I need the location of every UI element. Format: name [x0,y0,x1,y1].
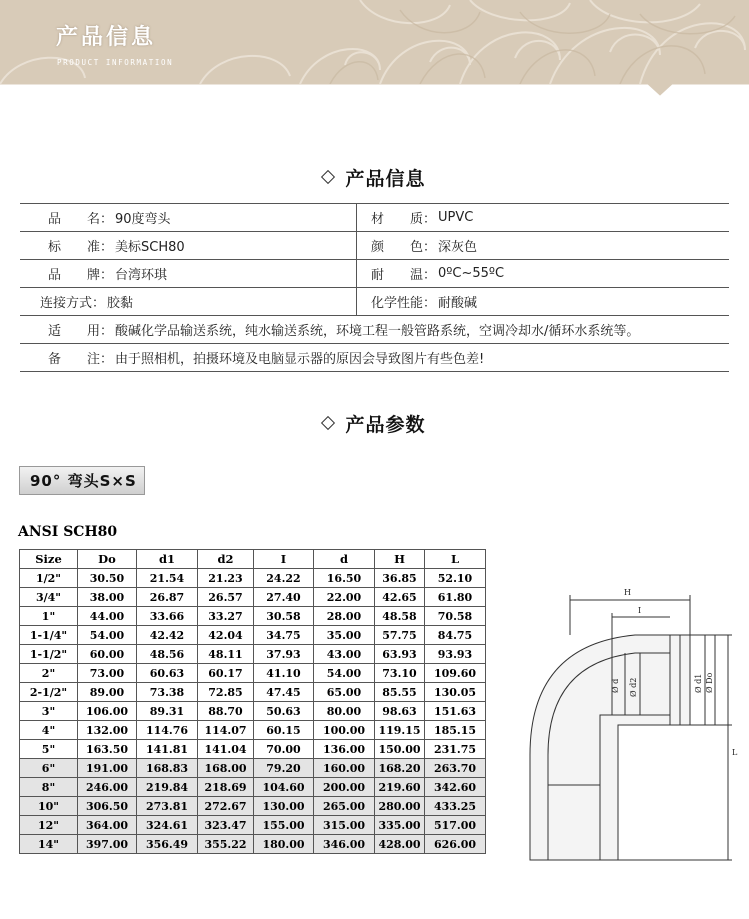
spec-value-cell: 265.00 [314,797,375,816]
spec-value-cell: 26.57 [198,588,254,607]
spec-value-cell: 27.40 [254,588,314,607]
spec-header-l: L [425,550,486,569]
spec-header-i: I [254,550,314,569]
spec-value-cell: 43.00 [314,645,375,664]
spec-row [20,759,486,778]
spec-value-cell: 60.17 [198,664,254,683]
connection-value: 胶黏 [107,296,134,311]
brand-label: 品 牌： [48,268,114,283]
spec-header-d1: d1 [137,550,198,569]
spec-value-cell: 93.93 [425,645,486,664]
product-type-tag: 90° 弯头S×S [19,466,145,495]
spec-value-cell: 160.00 [314,759,375,778]
spec-row [20,664,486,683]
spec-value-cell: 114.07 [198,721,254,740]
name-value: 90度弯头 [115,212,171,227]
spec-value-cell: 100.00 [314,721,375,740]
spec-header-d: d [314,550,375,569]
spec-value-cell: 33.27 [198,607,254,626]
spec-size-cell: 10" [20,797,78,816]
chemical-value: 耐酸碱 [438,296,478,311]
spec-value-cell: 141.04 [198,740,254,759]
chemical-label: 化学性能： [371,296,437,311]
spec-value-cell: 28.00 [314,607,375,626]
spec-row [20,626,486,645]
spec-value-cell: 22.00 [314,588,375,607]
temperature-value: 0ºC~55ºC [438,266,505,281]
spec-value-cell: 70.00 [254,740,314,759]
info-row [20,288,729,316]
spec-value-cell: 191.00 [78,759,137,778]
spec-value-cell: 114.76 [137,721,198,740]
spec-size-cell: 6" [20,759,78,778]
connection-label: 连接方式： [40,296,106,311]
spec-header-do: Do [78,550,137,569]
banner-title: 产品信息 [56,25,157,50]
spec-value-cell: 35.00 [314,626,375,645]
spec-value-cell: 65.00 [314,683,375,702]
spec-value-cell: 106.00 [78,702,137,721]
spec-value-cell: 60.15 [254,721,314,740]
spec-size-cell: 2" [20,664,78,683]
spec-value-cell: 33.66 [137,607,198,626]
spec-value-cell: 355.22 [198,835,254,854]
spec-row [20,778,486,797]
spec-value-cell: 626.00 [425,835,486,854]
spec-size-cell: 1" [20,607,78,626]
spec-value-cell: 72.85 [198,683,254,702]
spec-table [19,549,486,854]
spec-value-cell: 280.00 [375,797,425,816]
spec-value-cell: 73.10 [375,664,425,683]
brand-value: 台湾环琪 [115,268,168,283]
spec-value-cell: 219.84 [137,778,198,797]
spec-row [20,797,486,816]
spec-value-cell: 34.75 [254,626,314,645]
spec-value-cell: 104.60 [254,778,314,797]
spec-value-cell: 356.49 [137,835,198,854]
spec-value-cell: 61.80 [425,588,486,607]
spec-value-cell: 219.60 [375,778,425,797]
spec-value-cell: 428.00 [375,835,425,854]
dim-label-h: H [624,588,631,597]
spec-value-cell: 30.58 [254,607,314,626]
section-params-heading [0,409,749,437]
spec-value-cell: 70.58 [425,607,486,626]
spec-value-cell: 84.75 [425,626,486,645]
spec-size-cell: 8" [20,778,78,797]
dim-label-l: L [732,748,738,757]
spec-value-cell: 163.50 [78,740,137,759]
spec-value-cell: 231.75 [425,740,486,759]
spec-size-cell: 5" [20,740,78,759]
spec-value-cell: 335.00 [375,816,425,835]
spec-value-cell: 73.00 [78,664,137,683]
spec-value-cell: 315.00 [314,816,375,835]
spec-header-size: Size [20,550,78,569]
spec-value-cell: 88.70 [198,702,254,721]
spec-row [20,721,486,740]
spec-header-row [20,550,486,569]
note-label: 备 注： [48,352,114,367]
spec-value-cell: 16.50 [314,569,375,588]
dim-label-do: Ø Do [705,672,714,693]
spec-row [20,816,486,835]
spec-value-cell: 54.00 [314,664,375,683]
spec-header-d2: d2 [198,550,254,569]
spec-size-cell: 1/2" [20,569,78,588]
spec-value-cell: 151.63 [425,702,486,721]
spec-size-cell: 2-1/2" [20,683,78,702]
spec-value-cell: 50.63 [254,702,314,721]
spec-value-cell: 130.00 [254,797,314,816]
diamond-icon [321,170,335,184]
spec-value-cell: 185.15 [425,721,486,740]
spec-value-cell: 98.63 [375,702,425,721]
spec-row [20,740,486,759]
spec-value-cell: 21.54 [137,569,198,588]
spec-value-cell: 517.00 [425,816,486,835]
spec-value-cell: 80.00 [314,702,375,721]
standard-label: 标 准： [48,240,114,255]
spec-value-cell: 200.00 [314,778,375,797]
spec-value-cell: 89.31 [137,702,198,721]
spec-value-cell: 85.55 [375,683,425,702]
spec-row [20,588,486,607]
banner-subtitle: PRODUCT INFORMATION [57,58,174,67]
spec-value-cell: 323.47 [198,816,254,835]
spec-value-cell: 48.11 [198,645,254,664]
spec-value-cell: 52.10 [425,569,486,588]
spec-value-cell: 272.67 [198,797,254,816]
spec-size-cell: 1-1/4" [20,626,78,645]
spec-value-cell: 150.00 [375,740,425,759]
spec-row [20,645,486,664]
spec-row [20,702,486,721]
spec-row [20,607,486,626]
spec-value-cell: 342.60 [425,778,486,797]
dim-label-i: I [638,606,642,615]
temperature-label: 耐 温： [371,268,437,283]
spec-value-cell: 48.58 [375,607,425,626]
dim-label-d2: Ø d2 [629,677,638,697]
spec-body [20,569,486,854]
spec-value-cell: 168.20 [375,759,425,778]
dim-label-d1: Ø d1 [694,673,703,693]
info-row [20,316,729,344]
spec-value-cell: 42.04 [198,626,254,645]
spec-value-cell: 37.93 [254,645,314,664]
spec-value-cell: 79.20 [254,759,314,778]
spec-value-cell: 130.05 [425,683,486,702]
color-label: 颜 色： [371,240,437,255]
info-row [20,344,729,372]
spec-value-cell: 41.10 [254,664,314,683]
spec-value-cell: 109.60 [425,664,486,683]
spec-value-cell: 141.81 [137,740,198,759]
section-info-title: 产品信息 [345,167,426,190]
spec-value-cell: 26.87 [137,588,198,607]
spec-value-cell: 168.00 [198,759,254,778]
spec-value-cell: 38.00 [78,588,137,607]
spec-value-cell: 47.45 [254,683,314,702]
usage-label: 适 用： [48,324,114,339]
name-label: 品 名： [48,212,114,227]
header-banner [0,0,749,84]
banner-divider [0,84,749,98]
section-info-heading [0,163,749,191]
spec-value-cell: 155.00 [254,816,314,835]
spec-value-cell: 246.00 [78,778,137,797]
spec-value-cell: 263.70 [425,759,486,778]
spec-row [20,569,486,588]
product-info-table [20,203,729,372]
spec-value-cell: 42.65 [375,588,425,607]
spec-value-cell: 119.15 [375,721,425,740]
spec-value-cell: 346.00 [314,835,375,854]
diamond-icon [321,416,335,430]
spec-value-cell: 24.22 [254,569,314,588]
info-row [20,204,729,232]
spec-value-cell: 60.63 [137,664,198,683]
spec-value-cell: 397.00 [78,835,137,854]
spec-size-cell: 3/4" [20,588,78,607]
standard-value: 美标SCH80 [115,240,185,255]
info-row [20,232,729,260]
spec-value-cell: 273.81 [137,797,198,816]
spec-value-cell: 73.38 [137,683,198,702]
spec-size-cell: 4" [20,721,78,740]
material-label: 材 质： [371,212,437,227]
spec-value-cell: 42.42 [137,626,198,645]
spec-value-cell: 36.85 [375,569,425,588]
spec-value-cell: 132.00 [78,721,137,740]
spec-value-cell: 89.00 [78,683,137,702]
spec-row [20,835,486,854]
spec-value-cell: 44.00 [78,607,137,626]
spec-value-cell: 364.00 [78,816,137,835]
spec-value-cell: 136.00 [314,740,375,759]
info-row [20,260,729,288]
spec-value-cell: 57.75 [375,626,425,645]
spec-size-cell: 14" [20,835,78,854]
spec-value-cell: 306.50 [78,797,137,816]
dim-label-d: Ø d [611,678,620,693]
color-value: 深灰色 [438,240,478,255]
spec-value-cell: 60.00 [78,645,137,664]
spec-value-cell: 324.61 [137,816,198,835]
usage-value: 酸碱化学品输送系统，纯水输送系统，环境工程一般管路系统，空调冷却水/循环水系统等。 [115,324,640,339]
spec-value-cell: 63.93 [375,645,425,664]
spec-table-title: ANSI SCH80 [18,524,118,540]
spec-value-cell: 30.50 [78,569,137,588]
spec-size-cell: 3" [20,702,78,721]
spec-value-cell: 180.00 [254,835,314,854]
spec-header-h: H [375,550,425,569]
section-params-title: 产品参数 [345,413,426,436]
note-value: 由于照相机，拍摄环境及电脑显示器的原因会导致图片有些色差! [115,352,485,367]
spec-size-cell: 12" [20,816,78,835]
spec-value-cell: 433.25 [425,797,486,816]
spec-value-cell: 54.00 [78,626,137,645]
spec-row [20,683,486,702]
elbow-drawing [500,575,745,875]
material-value: UPVC [438,210,474,225]
spec-size-cell: 1-1/2" [20,645,78,664]
spec-value-cell: 21.23 [198,569,254,588]
spec-value-cell: 168.83 [137,759,198,778]
spec-value-cell: 218.69 [198,778,254,797]
spec-value-cell: 48.56 [137,645,198,664]
